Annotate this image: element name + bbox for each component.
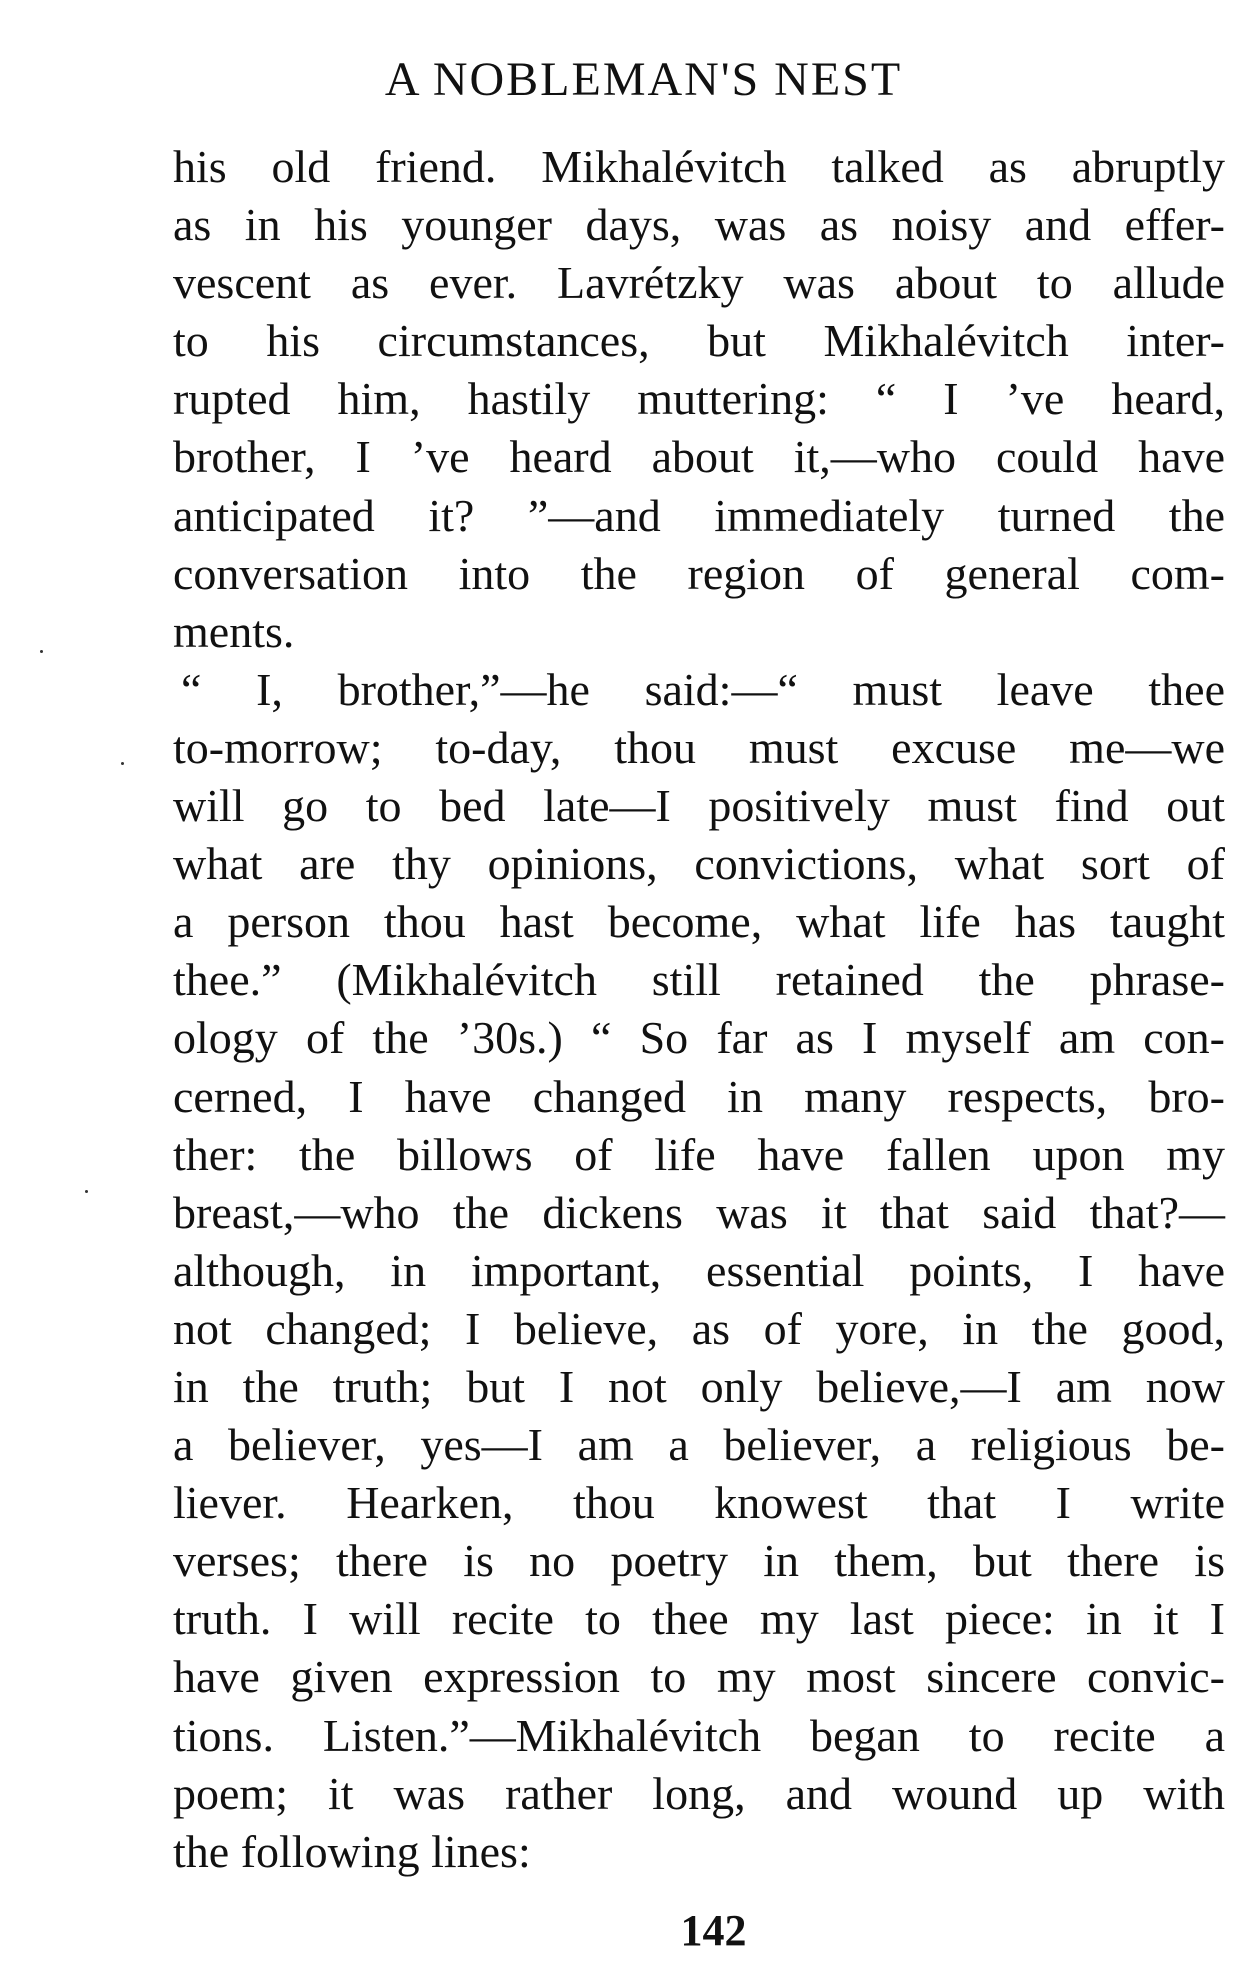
- text-line: tions. Listen.”—Mikhalévitch began to recite a: [173, 1709, 1225, 1761]
- text-line: conversation into the region of general com-: [173, 547, 1225, 599]
- print-speck: [121, 762, 124, 765]
- text-line: although, in important, essential points, I have: [173, 1244, 1225, 1296]
- text-line: the following lines:: [173, 1825, 531, 1877]
- text-line: not changed; I believe, as of yore, in the good,: [173, 1302, 1225, 1354]
- text-line: cerned, I have changed in many respects, bro-: [173, 1070, 1225, 1122]
- text-line: anticipated it? ”—and immediately turned the: [173, 489, 1225, 541]
- text-line: brother, I ’ve heard about it,—who could have: [173, 431, 1225, 483]
- text-line: a believer, yes—I am a believer, a religious be-: [173, 1419, 1225, 1471]
- text-line: breast,—who the dickens was it that said that?—: [173, 1186, 1225, 1238]
- text-line: will go to bed late—I positively must find out: [173, 780, 1225, 832]
- text-line: vescent as ever. Lavrétzky was about to allude: [173, 257, 1225, 309]
- text-line: thee.” (Mikhalévitch still retained the phrase-: [173, 954, 1225, 1006]
- text-line: ology of the ’30s.) “ So far as I myself am con-: [173, 1012, 1225, 1064]
- text-line: rupted him, hastily muttering: “ I ’ve heard,: [173, 373, 1225, 425]
- page-number: 142: [680, 1906, 747, 1955]
- text-line: ther: the billows of life have fallen upon my: [173, 1128, 1225, 1180]
- text-line: “ I, brother,”—he said:—“ must leave thee: [181, 663, 1225, 715]
- text-line: to his circumstances, but Mikhalévitch inter-: [173, 315, 1225, 367]
- text-line: poem; it was rather long, and wound up with: [173, 1767, 1225, 1819]
- text-line: truth. I will recite to thee my last piece: in it I: [173, 1593, 1225, 1645]
- text-line: in the truth; but I not only believe,—I am now: [173, 1360, 1225, 1412]
- text-line: verses; there is no poetry in them, but there is: [173, 1535, 1225, 1587]
- print-speck: [85, 1190, 88, 1193]
- text-line: a person thou hast become, what life has taught: [173, 896, 1225, 948]
- print-speck: [40, 650, 43, 653]
- text-line: to-morrow; to-day, thou must excuse me—we: [173, 721, 1225, 773]
- text-line: ments.: [173, 605, 295, 657]
- text-line: have given expression to my most sincere convic-: [173, 1651, 1225, 1703]
- running-head: A NOBLEMAN'S NEST: [384, 53, 903, 106]
- body-text: [173, 138, 1225, 1881]
- text-line: what are thy opinions, convictions, what sort of: [173, 838, 1225, 890]
- text-line: as in his younger days, was as noisy and effer-: [173, 199, 1225, 251]
- text-line: liever. Hearken, thou knowest that I write: [173, 1477, 1225, 1529]
- text-line: his old friend. Mikhalévitch talked as abruptly: [173, 141, 1225, 192]
